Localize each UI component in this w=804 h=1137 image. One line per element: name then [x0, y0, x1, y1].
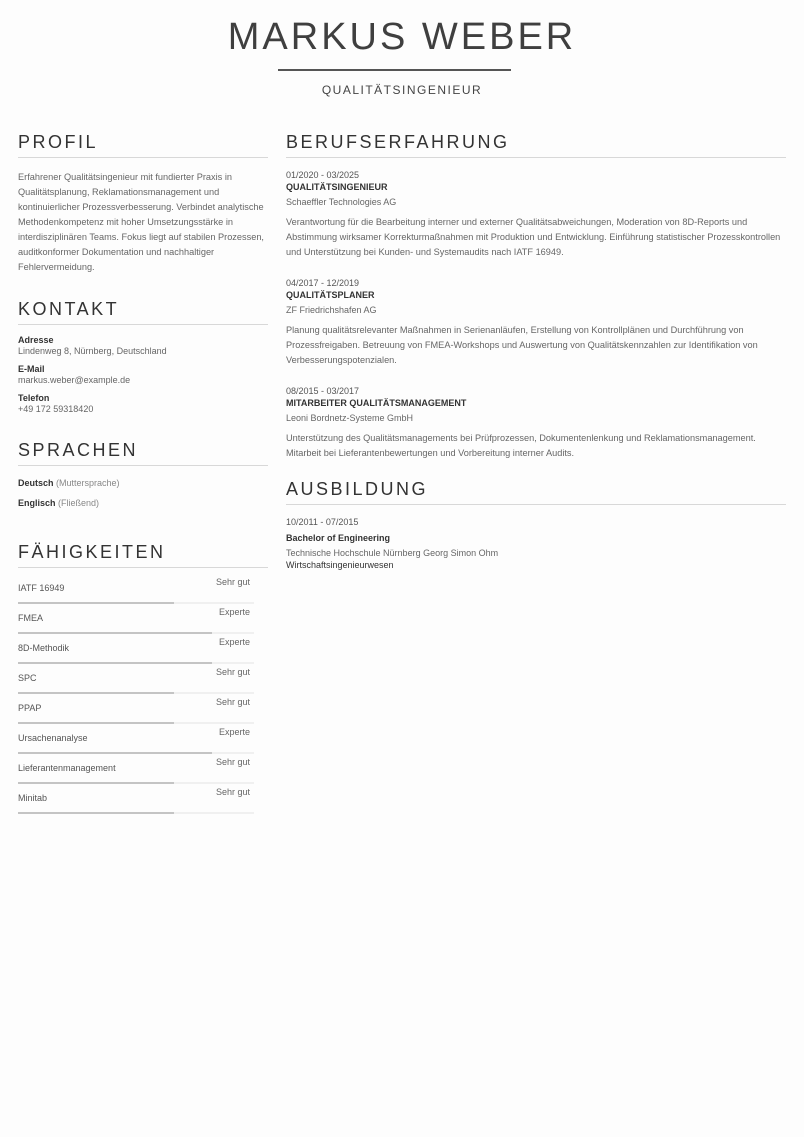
skill-level: Sehr gut [215, 697, 250, 707]
skill-item [18, 664, 254, 694]
name-divider [278, 69, 511, 71]
contact-list [18, 335, 268, 414]
skill-bar [18, 812, 254, 814]
contact-item-phone [18, 393, 268, 414]
left-column [18, 132, 268, 814]
language-level: (Muttersprache) [56, 478, 120, 488]
skill-item [18, 754, 254, 784]
skill-name: PPAP [18, 703, 42, 713]
contact-value: markus.weber@example.de [18, 375, 131, 385]
profil-text: Erfahrener Qualitätsingenieur mit fundierter Praxis in Qualitätsplanung, Reklamationsmanagement und kontinuierlicher Prozessverbesserung. Verbindet analytische Methodenkompetenz mit hoher Umsetzungsstärke in interdisziplinären Teams. Fokus liegt auf stabilen Prozessen, auditkonformer Dokumentation und nachhaltiger Fehlervermeidung. [18, 172, 264, 272]
skill-item [18, 574, 254, 604]
profil-section [18, 132, 268, 275]
job-entry [286, 170, 786, 260]
faehigkeiten-section [18, 542, 268, 814]
job-entry [286, 278, 786, 368]
candidate-name: MARKUS WEBER [227, 16, 577, 58]
skill-bar-fill [18, 812, 174, 814]
skill-name: Ursachenanalyse [18, 733, 88, 743]
job-title: QUALITÄTSPLANER [286, 290, 375, 300]
skill-item [18, 784, 254, 814]
job-description: Planung qualitätsrelevanter Maßnahmen in Serienanläufen, Erstellung von Kontrollplänen und Durchführung von Prozessfreigaben. Betreuung von FMEA-Workshops und Auswertung von Qualitätskennzahlen zur Identifikation von Verbesserungspotenzialen. [286, 325, 758, 365]
language-name: Englisch [18, 498, 56, 508]
section-title-faehigkeiten: FÄHIGKEITEN [18, 542, 268, 568]
job-description: Verantwortung für die Bearbeitung interner und externer Qualitätsabweichungen, Moderation von 8D-Reports und Abstimmung wirksamer Korrekturmaßnahmen mit Produktion und Entwicklung. Einführung statistischer Prozesskontrollen und Unterstützung bei Kunden- und Systemaudits nach IATF 16949. [286, 217, 781, 257]
section-title-berufserfahrung: BERUFSERFAHRUNG [286, 132, 786, 158]
ausbildung-section [286, 479, 786, 570]
section-title-sprachen: SPRACHEN [18, 440, 268, 466]
skill-name: Lieferantenmanagement [18, 763, 116, 773]
skill-level: Experte [218, 607, 250, 617]
section-title-profil: PROFIL [18, 132, 268, 158]
skill-name: FMEA [18, 613, 44, 623]
language-name: Deutsch [18, 478, 54, 488]
education-entry [286, 517, 786, 570]
education-date: 10/2011 - 07/2015 [286, 517, 359, 527]
education-degree: Bachelor of Engineering [286, 533, 391, 543]
erfahrung-section [286, 132, 786, 461]
skill-level: Sehr gut [215, 757, 250, 767]
job-description: Unterstützung des Qualitätsmanagements bei Prüfprozessen, Dokumentenlenkung und Reklamationsmanagement. Mitarbeit bei Lieferantenbewertungen und Vorbereitung interner Audits. [286, 433, 756, 458]
skill-item [18, 694, 254, 724]
job-entry [286, 386, 786, 461]
contact-value: Lindenweg 8, Nürnberg, Deutschland [18, 346, 167, 356]
section-title-kontakt: KONTAKT [18, 299, 268, 325]
skill-name: IATF 16949 [18, 583, 65, 593]
contact-label: Telefon [18, 393, 50, 403]
contact-label: E-Mail [18, 364, 45, 374]
language-item [18, 498, 268, 508]
job-date: 04/2017 - 12/2019 [286, 278, 360, 288]
candidate-job-title: QUALITÄTSINGENIEUR [321, 83, 483, 97]
contact-value: +49 172 59318420 [18, 404, 94, 414]
skill-name: 8D-Methodik [18, 643, 70, 653]
job-company: Leoni Bordnetz-Systeme GmbH [286, 413, 414, 423]
skill-level: Sehr gut [215, 667, 250, 677]
job-company: Schaeffler Technologies AG [286, 197, 397, 207]
section-title-ausbildung: AUSBILDUNG [286, 479, 786, 505]
skill-name: Minitab [18, 793, 48, 803]
contact-item-email [18, 364, 268, 385]
skill-item [18, 604, 254, 634]
job-date: 01/2020 - 03/2025 [286, 170, 360, 180]
skill-list [18, 574, 268, 814]
education-field: Wirtschaftsingenieurwesen [286, 560, 394, 570]
skill-level: Sehr gut [215, 577, 250, 587]
skill-level: Experte [218, 637, 250, 647]
sprachen-section [18, 440, 268, 508]
job-company: ZF Friedrichshafen AG [286, 305, 377, 315]
contact-label: Adresse [18, 335, 54, 345]
right-column [286, 132, 786, 570]
kontakt-section [18, 299, 268, 414]
skill-item [18, 724, 254, 754]
skill-name: SPC [18, 673, 37, 683]
job-date: 08/2015 - 03/2017 [286, 386, 360, 396]
education-school: Technische Hochschule Nürnberg Georg Simon Ohm [286, 548, 499, 558]
skill-level: Experte [218, 727, 250, 737]
language-item [18, 478, 268, 488]
language-level: (Fließend) [58, 498, 100, 508]
contact-item-address [18, 335, 268, 356]
skill-level: Sehr gut [215, 787, 250, 797]
skill-item [18, 634, 254, 664]
job-title: QUALITÄTSINGENIEUR [286, 182, 388, 192]
job-title: MITARBEITER QUALITÄTSMANAGEMENT [286, 398, 467, 408]
